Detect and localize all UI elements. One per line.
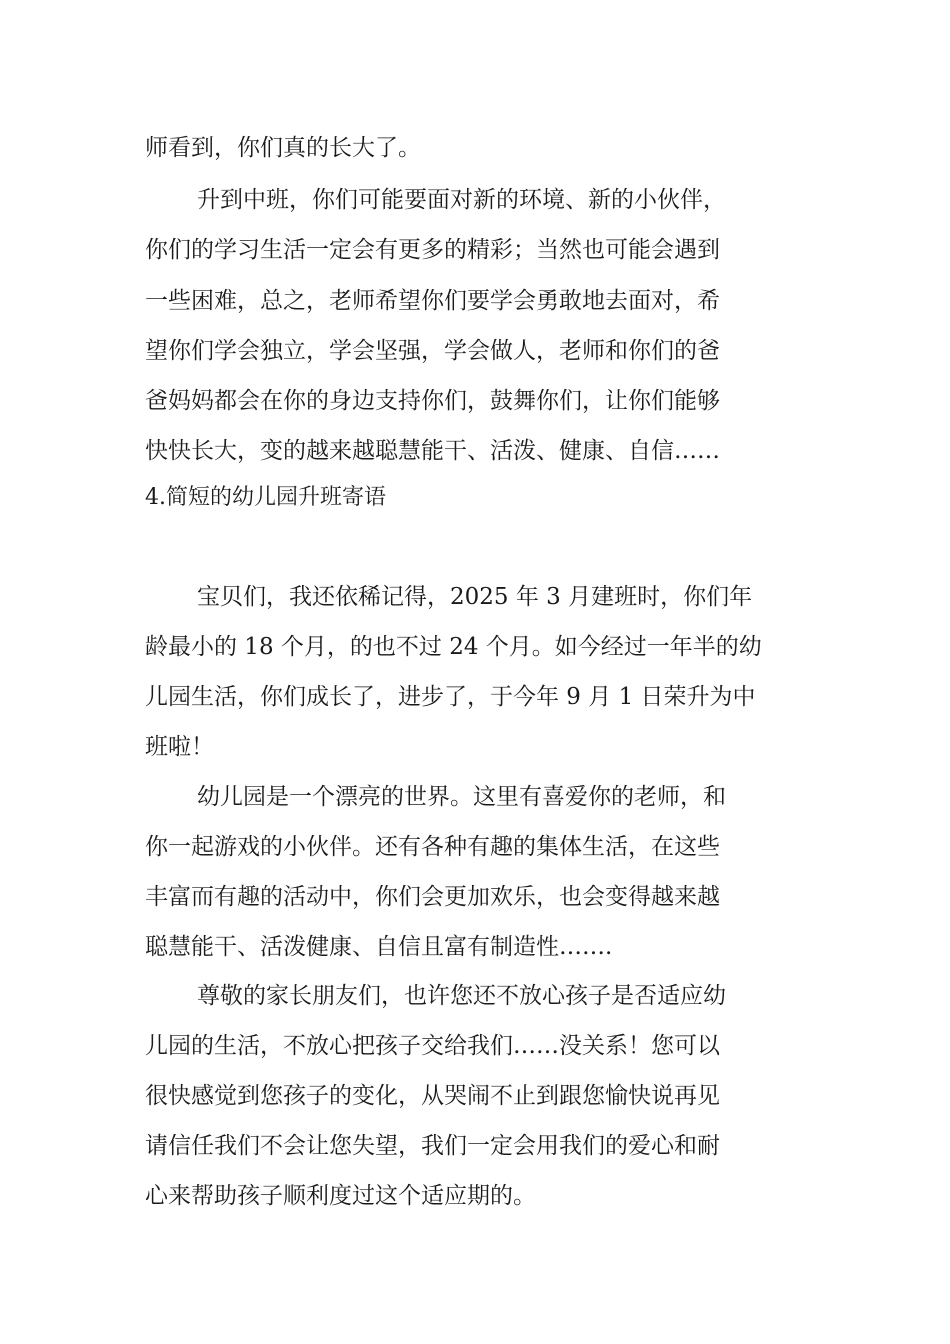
paragraph-line: 儿园生活，你们成长了，进步了，于今年 9 月 1 日荣升为中	[145, 684, 756, 710]
paragraph-line: 龄最小的 18 个月，的也不过 24 个月。如今经过一年半的幼	[145, 634, 762, 660]
paragraph-line: 望你们学会独立，学会坚强，学会做人，老师和你们的爸	[145, 338, 720, 364]
paragraph-line: 师看到，你们真的长大了。	[145, 135, 421, 161]
paragraph-line: 丰富而有趣的活动中，你们会更加欢乐，也会变得越来越	[145, 884, 720, 910]
paragraph-line: 快快长大，变的越来越聪慧能干、活泼、健康、自信……	[145, 438, 720, 464]
paragraph-line: 班啦！	[145, 734, 214, 760]
paragraph-line: 儿园的生活，不放心把孩子交给我们……没关系！您可以	[145, 1033, 720, 1059]
paragraph-line: 尊敬的家长朋友们，也许您还不放心孩子是否适应幼	[197, 983, 726, 1009]
paragraph-line: 一些困难，总之，老师希望你们要学会勇敢地去面对，希	[145, 288, 720, 314]
paragraph-line: 幼儿园是一个漂亮的世界。这里有喜爱你的老师，和	[197, 784, 726, 810]
paragraph-line: 你们的学习生活一定会有更多的精彩；当然也可能会遇到	[145, 237, 720, 263]
paragraph-line: 爸妈妈都会在你的身边支持你们，鼓舞你们，让你们能够	[145, 388, 720, 414]
paragraph-line: 心来帮助孩子顺利度过这个适应期的。	[145, 1183, 536, 1209]
paragraph-line: 聪慧能干、活泼健康、自信且富有制造性…….	[145, 934, 613, 960]
paragraph-line: 你一起游戏的小伙伴。还有各种有趣的集体生活，在这些	[145, 834, 720, 860]
paragraph-line: 宝贝们，我还依稀记得，2025 年 3 月建班时，你们年	[197, 584, 753, 610]
section-heading: 4.简短的幼儿园升班寄语	[145, 485, 386, 510]
paragraph-line: 请信任我们不会让您失望，我们一定会用我们的爱心和耐	[145, 1133, 720, 1159]
paragraph-line: 很快感觉到您孩子的变化，从哭闹不止到跟您愉快说再见	[145, 1083, 720, 1109]
paragraph-line: 升到中班，你们可能要面对新的环境、新的小伙伴，	[197, 187, 726, 213]
